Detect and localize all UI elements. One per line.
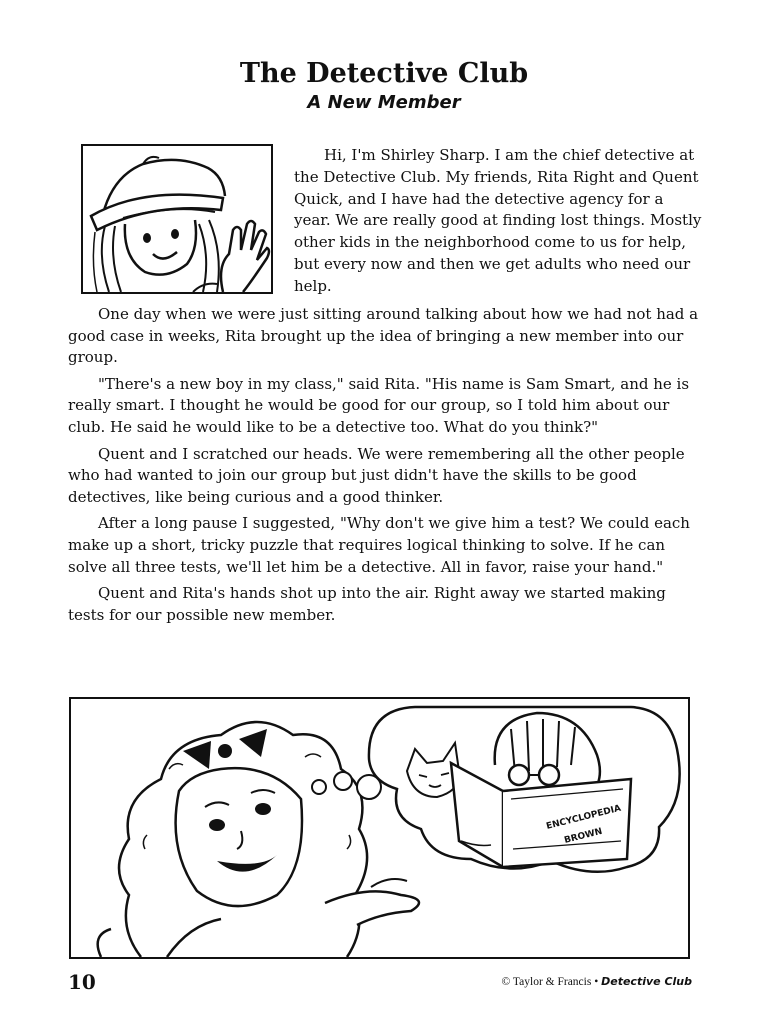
- story-body: [68, 304, 704, 631]
- copyright-footer: [502, 975, 692, 988]
- book-title-line2: BROWN: [563, 826, 604, 846]
- copyright-text: © Taylor & Francis •: [501, 976, 599, 988]
- series-name: Detective Club: [601, 975, 692, 988]
- story-paragraph: Quent and Rita's hands shot up into the air. Right away we started making tests for our possible new member.: [68, 584, 666, 624]
- story-paragraph: One day when we were just sitting around talking about how we had not had a good case in weeks, Rita brought up the idea of bringing a new member into our group.: [68, 305, 699, 367]
- story-paragraph: After a long pause I suggested, "Why don't we give him a test? We could each make up a short, tricky puzzle that requires logical thinking to solve. If he can solve all three tests, we'll let him be a detective. All in favor, raise your hand.": [68, 514, 690, 576]
- page-number: 10: [68, 970, 96, 994]
- book-title-line1: ENCYCLOPEDIA: [545, 803, 623, 832]
- intro-paragraph: Hi, I'm Shirley Sharp. I am the chief detective at the Detective Club. My friends, Rita Right and Quent Quick, and I have had the detective agency for a year. We are really good at finding lost things. Mostly other kids in the neighborhood come to us for help, but every now and then we get adults who need our help.: [294, 146, 702, 295]
- story-paragraph: Quent and I scratched our heads. We were remembering all the other people who had wanted to join our group but just didn't have the skills to be good detectives, like being curious and a good thinker.: [68, 444, 685, 506]
- rita-thinking-illustration: [69, 697, 690, 959]
- page-title: The Detective Club: [239, 58, 529, 89]
- story-paragraph: "There's a new boy in my class," said Rita. "His name is Sam Smart, and he is really smart. I thought he would be good for our group, so I told him about our club. He said he would like to be a detective too. What do you think?": [68, 374, 690, 436]
- page-subtitle: A New Member: [307, 92, 461, 113]
- shirley-illustration: [81, 144, 273, 294]
